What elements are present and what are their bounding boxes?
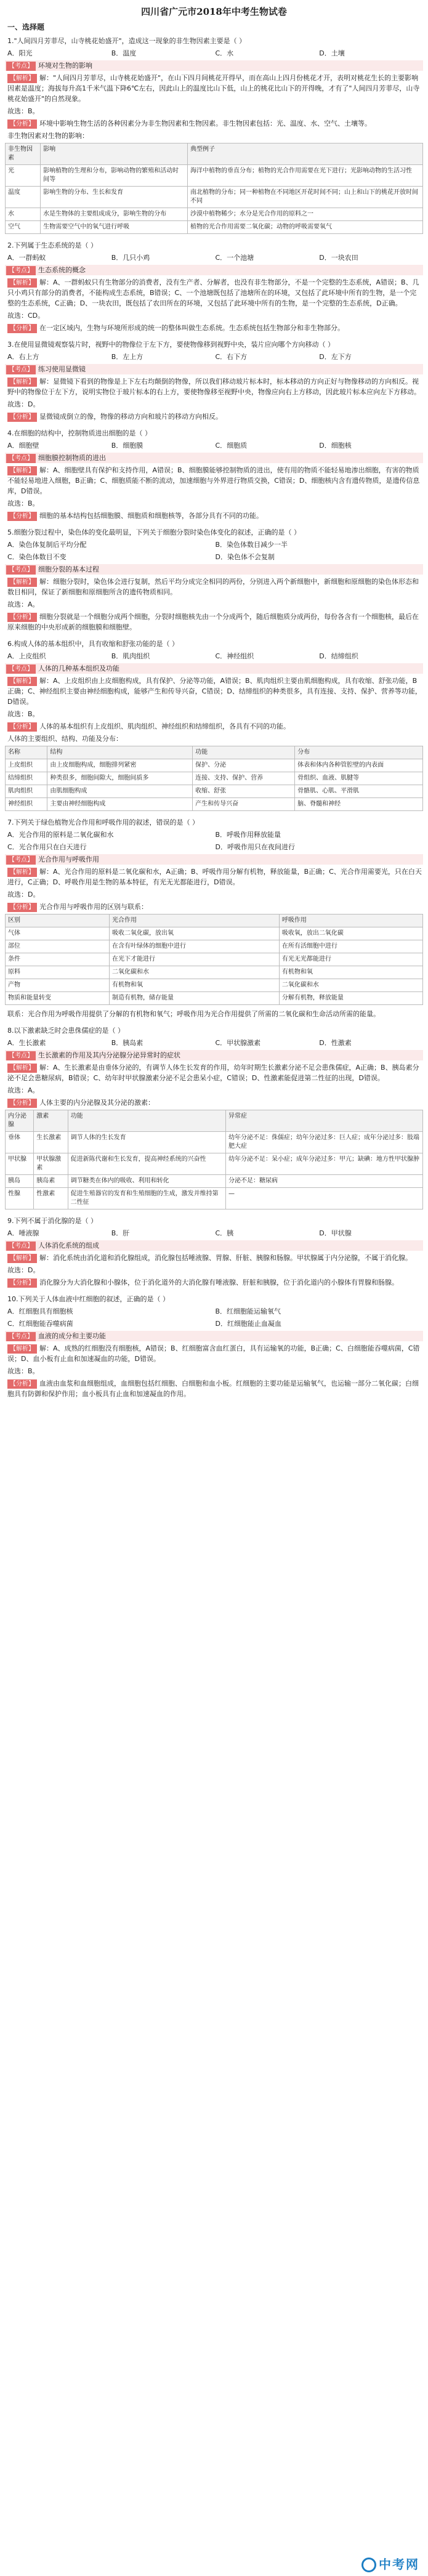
- table-cell: 分泌不足：糖尿病: [226, 1175, 423, 1188]
- fenxi-tag: 【分析】: [7, 324, 37, 333]
- question-options: [7, 1228, 423, 1238]
- table-cell: 物质和能量转变: [6, 992, 110, 1005]
- table-row: [6, 979, 423, 992]
- fenxi-row: [7, 511, 423, 521]
- table-intro: 非生物因素对生物的影响：: [7, 132, 89, 140]
- jiexi-text: 解：A、上皮组织由上皮细胞构成，具有保护、分泌等功能，A错误；B、肌肉组织主要由肌细胞构成，具有收缩、舒张功能，B正确；C、神经组织主要由神经细胞构成，能够产生和传导兴奋，C错误；D、结缔组织的种类很多，具有连接、支持、保护、营养等功能，D错误。: [7, 677, 422, 706]
- table-row: [6, 927, 423, 940]
- question-stem: 10.下列关于人体血液中红细胞的叙述，正确的是（ ）: [7, 1295, 169, 1303]
- table-cell: 条件: [6, 953, 110, 966]
- table-cell: 神经组织: [6, 798, 47, 811]
- jiexi-tag: 【解析】: [7, 677, 37, 686]
- fenxi-text: 血液由血浆和血细胞组成，血细胞包括红细胞、白细胞和血小板。红细胞的主要功能是运输氧气，也运输一部分二氧化碳；白细胞具有防御和保护作用；血小板具有止血和加速凝血的作用。: [7, 1379, 419, 1398]
- option-a: A．生长激素: [7, 1039, 46, 1047]
- answer-text: 故选：B。: [7, 107, 39, 115]
- kaodian-text: 细胞膜控制物质的进出: [38, 454, 106, 462]
- table-row: [6, 785, 423, 798]
- option-a: A．一群蚂蚁: [7, 254, 46, 262]
- fenxi-text: 人体的基本组织有上皮组织、肌肉组织、神经组织和结缔组织，各具有不同的功能。: [39, 722, 290, 730]
- table-header-cell: 名称: [6, 746, 47, 759]
- option-a: A．右上方: [7, 353, 39, 361]
- question-stem: 5.细胞分裂过程中，染色体的变化最明显，下列关于细胞分裂时染色体变化的叙述，正确的是（ ）: [7, 528, 301, 536]
- table-cell: 脑、脊髓和神经: [295, 798, 423, 811]
- table-q1: [5, 143, 423, 234]
- question-stem: 2.下列属于生态系统的是（ ）: [7, 241, 97, 249]
- table-cell: 上皮组织: [6, 759, 47, 772]
- table-cell: 影响植物的生理和分布，影响动物的繁殖和活动时间等: [41, 165, 188, 187]
- question-options: [7, 539, 423, 550]
- table-row: [6, 966, 423, 979]
- table-header-cell: 结构: [47, 746, 193, 759]
- answer-text: 故选：A。: [7, 1086, 39, 1094]
- watermark-text: 中考网: [379, 2556, 419, 2572]
- table-cell: 性激素: [34, 1188, 68, 1209]
- jiexi-row: [7, 277, 423, 309]
- question-options: [7, 1306, 423, 1317]
- option-b: B．胰岛素: [111, 1039, 143, 1047]
- option-d: D．结缔组织: [319, 652, 358, 660]
- answer-text: 故选：B。: [7, 1367, 39, 1375]
- table-cell: 由肌细胞构成: [47, 785, 193, 798]
- jiexi-row: [7, 1343, 423, 1364]
- jiexi-text: 解：显微镜下看到的物像是上下左右均颠倒的物像，所以我们移动玻片标本时，标本移动的方向正好与物像移动的方向相反。视野中的物像位于左下方，说明实物位于玻片标本的右上方，要使物像移至视野中央，物像应向右上方移动，因此玻片标本应向左下方移动。: [7, 378, 421, 396]
- answer-text: 故选：D。: [7, 400, 40, 408]
- question-4: [5, 428, 423, 521]
- table-cell: 甲状腺: [6, 1153, 34, 1175]
- question-2: [5, 240, 423, 333]
- jiexi-text: 解：A、细胞壁具有保护和支持作用，A错误；B、细胞膜能够控制物质的进出，使有用的物质不能轻易地渗出细胞，有害的物质不能轻易地进入细胞，B正确；C、细胞质能不断的流动，加速细胞与外界进行物质交换，C错误；D、细胞核内含有遗传物质，是遗传信息库，D错误。: [7, 466, 420, 495]
- jiexi-tag: 【解析】: [7, 278, 37, 288]
- kaodian-tag: 【考点】: [6, 565, 36, 575]
- page-title: 四川省广元市2018年中考生物试卷: [141, 6, 287, 17]
- table-cell: 原料: [6, 966, 110, 979]
- answer-text: 故选：B。: [7, 710, 39, 718]
- fenxi-text: 细胞的基本结构包括细胞膜、细胞质和细胞核等，各部分具有不同的功能。: [39, 512, 263, 520]
- table-cell: 沙漠中植物稀少；水分是光合作用的原料之一: [188, 208, 423, 221]
- question-8: [5, 1025, 423, 1209]
- table-row: [6, 953, 423, 966]
- table-header-cell: 功能: [193, 746, 295, 759]
- jiexi-row: [7, 676, 423, 707]
- question-stem: 3.在使用显微镜观察装片时，视野中的物像位于左下方，要使物像移到视野中央，装片应向哪个方向移动（ ）: [7, 341, 334, 349]
- table-header-cell: 功能: [68, 1110, 225, 1132]
- option-a: A．阳光: [7, 49, 33, 57]
- fenxi-row: [7, 323, 423, 333]
- option-d: D．细胞核: [319, 442, 352, 450]
- jiexi-text: 解：A、成熟的红细胞没有细胞核，A错误；B、红细胞富含血红蛋白，具有运输氧的功能，B正确；C、白细胞能吞噬病菌，C错误；D、血小板有止血和加速凝血的功能，D错误。: [7, 1344, 420, 1363]
- table-header-cell: 区别: [6, 915, 110, 927]
- table-cell: 胰岛素: [34, 1175, 68, 1188]
- table-row: [6, 940, 423, 953]
- kaodian-row: [5, 663, 423, 674]
- table-cell: 分解有机物，释放能量: [279, 992, 422, 1005]
- jiexi-text: 解：消化系统由消化道和消化腺组成，消化腺包括唾液腺、胃腺、肝脏、胰腺和肠腺。甲状腺属于内分泌腺，不属于消化腺。: [39, 1254, 412, 1262]
- table-q6: [5, 746, 423, 811]
- answer-text: 故选：D。: [7, 1266, 40, 1274]
- option-c: C．胰: [215, 1229, 234, 1237]
- kaodian-tag: 【考点】: [6, 664, 36, 674]
- jiexi-tag: 【解析】: [7, 1254, 37, 1263]
- table-row: [6, 992, 423, 1005]
- table-header-cell: 内分泌腺: [6, 1110, 34, 1132]
- table-cell: 调节糖类在体内的吸收、利用和转化: [68, 1175, 225, 1188]
- question-10: [5, 1294, 423, 1399]
- table-cell: 二氧化碳和水: [109, 966, 279, 979]
- option-d: D．红细胞能止血凝血: [215, 1320, 281, 1328]
- kaodian-tag: 【考点】: [6, 365, 36, 374]
- jiexi-text: 解：A、一群蚂蚁只有生物部分的消费者，没有生产者、分解者，也没有非生物部分，不是一个完整的生态系统，A错误；B、几只小鸡只有部分的消费者，不能构成生态系统，B错误；C、一个池塘既包括了池塘所在的环境，又包括了此环境中所有的生物，是一个完整的生态系统，C正确；D、一块农田，既包括了农田所在的环境，又包括了此环境中所有的生物，是一个完整的生态系统，D正确。: [7, 278, 419, 307]
- option-b: B．细胞膜: [111, 442, 143, 450]
- table-cell: 制造有机物，储存能量: [109, 992, 279, 1005]
- option-a: A．上皮组织: [7, 652, 46, 660]
- option-d: D．一块农田: [319, 254, 358, 262]
- table-cell: 骨组织、血液、肌腱等: [295, 772, 423, 785]
- table-q8: [5, 1110, 423, 1209]
- option-c: C．光合作用只在白天进行: [7, 843, 87, 851]
- jiexi-row: [7, 1253, 423, 1263]
- table-cell: 部位: [6, 940, 110, 953]
- fenxi-row: [7, 118, 423, 129]
- kaodian-tag: 【考点】: [6, 62, 36, 71]
- table-cell: 海洋中植物的垂直分布；植物的光合作用需要在光下进行；光影响动物的生活习性: [188, 165, 423, 187]
- kaodian-tag: 【考点】: [6, 855, 36, 865]
- kaodian-tag: 【考点】: [6, 266, 36, 275]
- kaodian-tag: 【考点】: [6, 1332, 36, 1341]
- table-cell: 幼年分泌不足：呆小症；成年分泌过多：甲亢；缺碘：地方性甲状腺肿: [226, 1153, 423, 1175]
- table-row: [6, 1132, 423, 1153]
- table-cell: 光: [6, 165, 41, 187]
- option-b: B．呼吸作用释放能量: [215, 831, 281, 839]
- kaodian-row: [5, 60, 423, 71]
- table-cell: 水: [6, 208, 41, 221]
- table-cell: 性腺: [6, 1188, 34, 1209]
- table-cell: 在所有活细胞中进行: [279, 940, 422, 953]
- question-options: [7, 1318, 423, 1329]
- table-cell: 肌肉组织: [6, 785, 47, 798]
- fenxi-tag: 【分析】: [7, 1099, 37, 1108]
- question-1: [5, 36, 423, 234]
- fenxi-row: [7, 612, 423, 632]
- watermark-logo-icon: [361, 2558, 376, 2572]
- question-5: [5, 527, 423, 632]
- option-a: A．红细胞具有细胞核: [7, 1307, 73, 1315]
- table-cell: 影响生物的分布、生长和发育: [41, 187, 188, 208]
- table-cell: 胰岛: [6, 1175, 34, 1188]
- answer-text: 故选：D。: [7, 890, 40, 898]
- option-c: C．水: [215, 49, 234, 57]
- option-a: A．光合作用的原料是二氧化碳和水: [7, 831, 114, 839]
- question-stem: 4.在细胞的结构中，控制物质进出细胞的是（ ）: [7, 429, 151, 437]
- kaodian-row: [5, 1240, 423, 1251]
- table-cell: 连接、支持、保护、营养: [193, 772, 295, 785]
- question-options: [7, 252, 423, 263]
- option-c: C．右下方: [215, 353, 248, 361]
- fenxi-tag: 【分析】: [7, 119, 37, 129]
- jiexi-tag: 【解析】: [7, 1344, 37, 1354]
- question-stem: 1."人间四月芳菲尽，山寺桃花始盛开"，造成这一现象的非生物因素主要是（ ）: [7, 37, 246, 45]
- kaodian-row: [5, 265, 423, 275]
- table-header-cell: 非生物因素: [6, 143, 41, 165]
- fenxi-text: 显微镜成倒立的像，物像的移动方向和玻片的移动方向相反。: [39, 413, 222, 421]
- fenxi-text: 人体主要的内分泌腺及其分泌的激素：: [39, 1099, 155, 1107]
- question-options: [7, 1038, 423, 1048]
- jiexi-row: [7, 465, 423, 496]
- kaodian-row: [5, 1331, 423, 1341]
- table-cell: 生长激素: [34, 1132, 68, 1153]
- table-cell: 温度: [6, 187, 41, 208]
- option-d: D．性激素: [319, 1039, 352, 1047]
- table-row: [6, 772, 423, 785]
- option-b: B．几只小鸡: [111, 254, 150, 262]
- table-cell: 促进新陈代谢和生长发育，提高神经系统的兴奋性: [68, 1153, 225, 1175]
- option-b: B．左上方: [111, 353, 143, 361]
- option-a: A．染色体复制后平均分配: [7, 541, 87, 549]
- table-cell: 结缔组织: [6, 772, 47, 785]
- option-d: D．染色体不会复制: [215, 553, 275, 561]
- table-row: [6, 1153, 423, 1175]
- table-cell: 由上皮细胞构成，细胞排列紧密: [47, 759, 193, 772]
- table-cell: 种类很多，细胞间隙大，细胞间质多: [47, 772, 193, 785]
- table-cell: 二氧化碳和水: [279, 979, 422, 992]
- question-9: [5, 1216, 423, 1288]
- table-cell: 有机物和氧: [279, 966, 422, 979]
- table-row: [6, 221, 423, 234]
- question-stem: 9.下列不属于消化腺的是（ ）: [7, 1217, 97, 1225]
- table-cell: 吸收氧，放出二氧化碳: [279, 927, 422, 940]
- jiexi-text: 解：A、光合作用的原料是二氧化碳和水，A正确；B、呼吸作用分解有机物，释放能量，B正确；C、光合作用需要光，只在白天进行，C正确；D、呼吸作用是生物的基本特征，有光无光都能进行，D错误。: [7, 868, 422, 886]
- table-cell: 有机物和氧: [109, 979, 279, 992]
- fenxi-row: [7, 411, 423, 422]
- question-7: [5, 817, 423, 1019]
- fenxi-text: 光合作用与呼吸作用的区别与联系：: [39, 903, 148, 911]
- question-6: [5, 639, 423, 811]
- fenxi-tag: 【分析】: [7, 1379, 37, 1389]
- table-cell: 调节人体的生长发育: [68, 1132, 225, 1153]
- site-watermark: [361, 2554, 419, 2573]
- fenxi-tag: 【分析】: [7, 1278, 37, 1288]
- jiexi-row: [7, 73, 423, 104]
- table-cell: 收缩、舒张: [193, 785, 295, 798]
- fenxi-text: 消化腺分为大消化腺和小腺体，位于消化道外的大消化腺有唾液腺、肝脏和胰腺，位于消化道内的小腺体有胃腺和肠腺。: [39, 1278, 398, 1286]
- table-row: [6, 165, 423, 187]
- table-cell: 产生和传导兴奋: [193, 798, 295, 811]
- kaodian-row: [5, 453, 423, 463]
- question-stem: 8.以下激素缺乏时会患侏儒症的是（ ）: [7, 1027, 124, 1035]
- fenxi-tag: 【分析】: [7, 413, 37, 422]
- option-b: B．红细胞能运输氧气: [215, 1307, 281, 1315]
- question-options: [7, 842, 423, 852]
- fenxi-row: [7, 721, 423, 732]
- kaodian-tag: 【考点】: [6, 454, 36, 463]
- question-options: [7, 48, 423, 59]
- table-q7: [5, 914, 423, 1005]
- kaodian-text: 生长激素的作用及其内分泌腺分泌异常时的症状: [38, 1051, 180, 1059]
- fenxi-text: 细胞分裂就是一个细胞分成两个细胞，分裂时细胞核先由一个分成两个，随后细胞质分成两份，每份各含有一个细胞核，最后在原来细胞的中央形成新的细胞膜和细胞壁。: [7, 613, 419, 631]
- table-cell: 植物的光合作用需要二氧化碳；动物的呼吸需要氧气: [188, 221, 423, 234]
- option-d: D．土壤: [319, 49, 345, 57]
- table-header-cell: 异常症: [226, 1110, 423, 1132]
- fenxi-tag: 【分析】: [7, 613, 37, 622]
- jiexi-row: [7, 576, 423, 597]
- table-cell: 促进生殖器官的发育和生殖细胞的生成，激发并维持第二性征: [68, 1188, 225, 1209]
- question-3: [5, 339, 423, 422]
- question-options: [7, 552, 423, 562]
- table-header-cell: 分布: [295, 746, 423, 759]
- fenxi-row: [7, 1378, 423, 1399]
- table-cell: 生物需要空气中的氧气进行呼吸: [41, 221, 188, 234]
- table-cell: 产物: [6, 979, 110, 992]
- table-cell: 空气: [6, 221, 41, 234]
- table-row: [6, 1188, 423, 1209]
- fenxi-row: [7, 1097, 423, 1108]
- table-row: [6, 798, 423, 811]
- kaodian-text: 练习使用显微镜: [38, 365, 86, 373]
- table-cell: 保护、分泌: [193, 759, 295, 772]
- table-header-cell: 典型例子: [188, 143, 423, 165]
- table-header-cell: 影响: [41, 143, 188, 165]
- option-b: B．肝: [111, 1229, 130, 1237]
- table-row: [6, 187, 423, 208]
- jiexi-tag: 【解析】: [7, 1064, 37, 1073]
- answer-text: 故选：A。: [7, 600, 39, 608]
- jiexi-row: [7, 1062, 423, 1083]
- jiexi-text: 解：细胞分裂时，染色体会进行复制，然后平均分成完全相同的两份，分别进入两个新细胞中，新细胞和原细胞的染色体形态和数目相同，保证了新细胞和原细胞所含的遗传物质相同。: [7, 578, 419, 596]
- table-cell: 甲状腺激素: [34, 1153, 68, 1175]
- table-cell: 主要由神经细胞构成: [47, 798, 193, 811]
- question-options: [7, 440, 423, 451]
- option-a: A．唾液腺: [7, 1229, 39, 1237]
- table-cell: 水是生物体的主要组成成分，影响生物的分布: [41, 208, 188, 221]
- option-c: C．红细胞能吞噬病菌: [7, 1320, 73, 1328]
- kaodian-text: 光合作用与呼吸作用: [38, 855, 99, 863]
- jiexi-text: 解："人间四月芳菲尽，山寺桃花始盛开"，在山下四月间桃花开得早，而在高山上四月份桃花才开，表明对桃花生长的主要影响因素是温度；海拔每升高1千米气温下降6℃左右，因此山上的温度比山下低，山上的桃花比山下的开得晚，才有了"人间四月芳菲尽，山寺桃花始盛开"的自然现象。: [7, 74, 420, 103]
- option-d: D．左下方: [319, 353, 352, 361]
- question-stem: 6.构成人体的基本组织中，具有收缩和舒张功能的是（ ）: [7, 640, 179, 648]
- kaodian-text: 人体的几种基本组织及功能: [38, 664, 119, 672]
- question-options: [7, 352, 423, 362]
- option-c: C．染色体数目不变: [7, 553, 67, 561]
- table-cell: 垂体: [6, 1132, 34, 1153]
- table-header-cell: 呼吸作用: [279, 915, 422, 927]
- option-c: C．一个池塘: [215, 254, 254, 262]
- table-cell: 南北植物的分布；同一种植物在不同地区开花时间不同；山上和山下的桃花开放时间不同: [188, 187, 423, 208]
- section-heading: 一、选择题: [7, 23, 45, 31]
- jiexi-row: [7, 376, 423, 397]
- table-row: [6, 759, 423, 772]
- fenxi-text: 在一定区域内，生物与环境所形成的统一的整体叫做生态系统。生态系统包括生物部分和非生物部分。: [39, 324, 344, 332]
- option-b: B．肌肉组织: [111, 652, 150, 660]
- option-d: D．甲状腺: [319, 1229, 352, 1237]
- jiexi-tag: 【解析】: [7, 378, 37, 387]
- option-b: B．温度: [111, 49, 137, 57]
- kaodian-row: [5, 364, 423, 374]
- kaodian-text: 细胞分裂的基本过程: [38, 565, 99, 573]
- jiexi-row: [7, 866, 423, 887]
- kaodian-text: 血液的成分和主要功能: [38, 1332, 106, 1340]
- option-d: D．呼吸作用只在夜间进行: [215, 843, 295, 851]
- kaodian-text: 人体消化系统的组成: [38, 1242, 99, 1250]
- fenxi-text: 环境中影响生物生活的各种因素分为非生物因素和生物因素。非生物因素包括：光、温度、水、空气、土壤等。: [39, 119, 371, 127]
- jiexi-text: 解：A、生长激素是由垂体分泌的，有调节人体生长发育的作用，幼年时期生长激素分泌不足会患侏儒症，A正确；B、胰岛素分泌不足会患糖尿病，B错误；C、幼年时甲状腺激素分泌不足会患呆小症，C错误；D、性激素能促进第二性征的出现，D错误。: [7, 1064, 419, 1082]
- option-c: C．神经组织: [215, 652, 254, 660]
- table-cell: 吸收二氧化碳，放出氧: [109, 927, 279, 940]
- kaodian-row: [5, 1050, 423, 1060]
- question-options: [7, 830, 423, 840]
- fenxi-row: [7, 902, 423, 912]
- jiexi-tag: 【解析】: [7, 74, 37, 83]
- option-c: C．甲状腺激素: [215, 1039, 261, 1047]
- answer-text: 故选：B。: [7, 499, 39, 507]
- fenxi-tag: 【分析】: [7, 722, 37, 732]
- answer-text: 故选：CD。: [7, 312, 45, 320]
- kaodian-text: 环境对生物的影响: [38, 62, 92, 70]
- kaodian-row: [5, 564, 423, 575]
- lianxi-text: 联系：光合作用为呼吸作用提供了分解的有机物和氧气；呼吸作用为光合作用提供了所需的二氧化碳和生命活动所需的能量。: [7, 1010, 380, 1018]
- table-cell: 体表和体内各种管腔壁的内表面: [295, 759, 423, 772]
- table-cell: 气体: [6, 927, 110, 940]
- table-row: [6, 1175, 423, 1188]
- kaodian-tag: 【考点】: [6, 1242, 36, 1251]
- option-b: B．染色体数目减少一半: [215, 541, 288, 549]
- question-options: [7, 651, 423, 661]
- table-cell: 幼年分泌不足：侏儒症；幼年分泌过多：巨人症；成年分泌过多：肢端肥大症: [226, 1132, 423, 1153]
- table-cell: 在光下才能进行: [109, 953, 279, 966]
- table-cell: —: [226, 1188, 423, 1209]
- kaodian-text: 生态系统的概念: [38, 266, 86, 274]
- table-header-cell: 激素: [34, 1110, 68, 1132]
- option-c: C．细胞质: [215, 442, 248, 450]
- kaodian-tag: 【考点】: [6, 1051, 36, 1060]
- fenxi-row: [7, 1277, 423, 1288]
- table-cell: 在含有叶绿体的细胞中进行: [109, 940, 279, 953]
- table-row: [6, 208, 423, 221]
- table-cell: 骨骼肌、心肌、平滑肌: [295, 785, 423, 798]
- table-header-cell: 光合作用: [109, 915, 279, 927]
- table-cell: 有光无光都能进行: [279, 953, 422, 966]
- fenxi-tag: 【分析】: [7, 903, 37, 912]
- fenxi-tag: 【分析】: [7, 512, 37, 521]
- question-stem: 7.下列关于绿色植物光合作用和呼吸作用的叙述，错误的是（ ）: [7, 818, 199, 826]
- jiexi-tag: 【解析】: [7, 578, 37, 587]
- jiexi-tag: 【解析】: [7, 868, 37, 877]
- table-intro: 人体的主要组织、结构、功能及分布：: [7, 735, 123, 743]
- jiexi-tag: 【解析】: [7, 466, 37, 475]
- kaodian-row: [5, 854, 423, 865]
- option-a: A．细胞壁: [7, 442, 39, 450]
